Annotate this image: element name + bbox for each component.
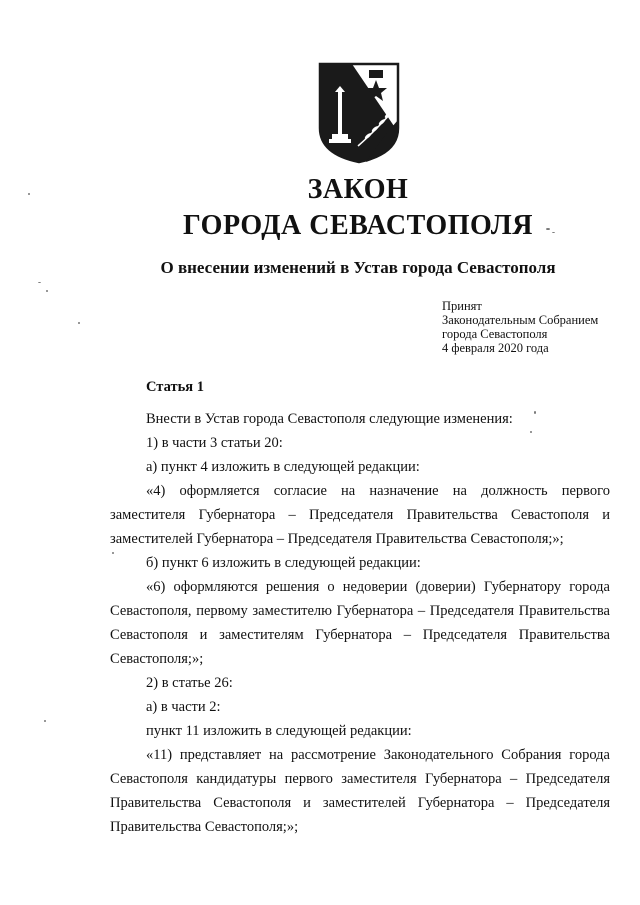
adoption-date: 4 февраля 2020 года <box>442 341 549 355</box>
paragraph: «6) оформляются решения о недоверии (доверии) Губернатору города Севастополя, первому заместителю Губернатора – Председателя Правительства Севастополя и заместителям Губернатора – Председателя Правительства Севастополя;»; <box>110 579 610 667</box>
paragraph: «4) оформляется согласие на назначение на должность первого заместителя Губернатора – Председателя Правительства Севастополя и заместителей Губернатора – Председателя Правительства Севастополя;»; <box>110 483 610 547</box>
article-body <box>110 407 610 839</box>
sevastopol-coat-of-arms-icon <box>318 62 400 164</box>
adoption-note <box>442 299 598 355</box>
document-title-law: ЗАКОН <box>307 174 409 205</box>
adoption-line: Законодательным Собранием <box>442 313 599 327</box>
paragraph: Внести в Устав города Севастополя следующие изменения: <box>146 411 513 427</box>
paragraph: 2) в статье 26: <box>146 675 233 691</box>
document-title-city: ГОРОДА СЕВАСТОПОЛЯ <box>183 210 533 241</box>
paragraph: «11) представляет на рассмотрение Законодательного Собрания города Севастополя кандидатуры первого заместителя Губернатора – Председателя Правительства Севастополя и заместителей Губернатора – Председателя Правительства Севастополя;»; <box>110 747 610 835</box>
paragraph: а) в части 2: <box>146 699 221 715</box>
adoption-line: Принят <box>442 299 482 313</box>
paragraph: 1) в части 3 статьи 20: <box>146 435 283 451</box>
paragraph: пункт 11 изложить в следующей редакции: <box>146 723 412 739</box>
paragraph: а) пункт 4 изложить в следующей редакции: <box>146 459 420 475</box>
paragraph: б) пункт 6 изложить в следующей редакции: <box>146 555 421 571</box>
document-subtitle: О внесении изменений в Устав города Севастополя <box>160 258 556 277</box>
article-heading: Статья 1 <box>146 379 204 395</box>
adoption-line: города Севастополя <box>442 327 548 341</box>
